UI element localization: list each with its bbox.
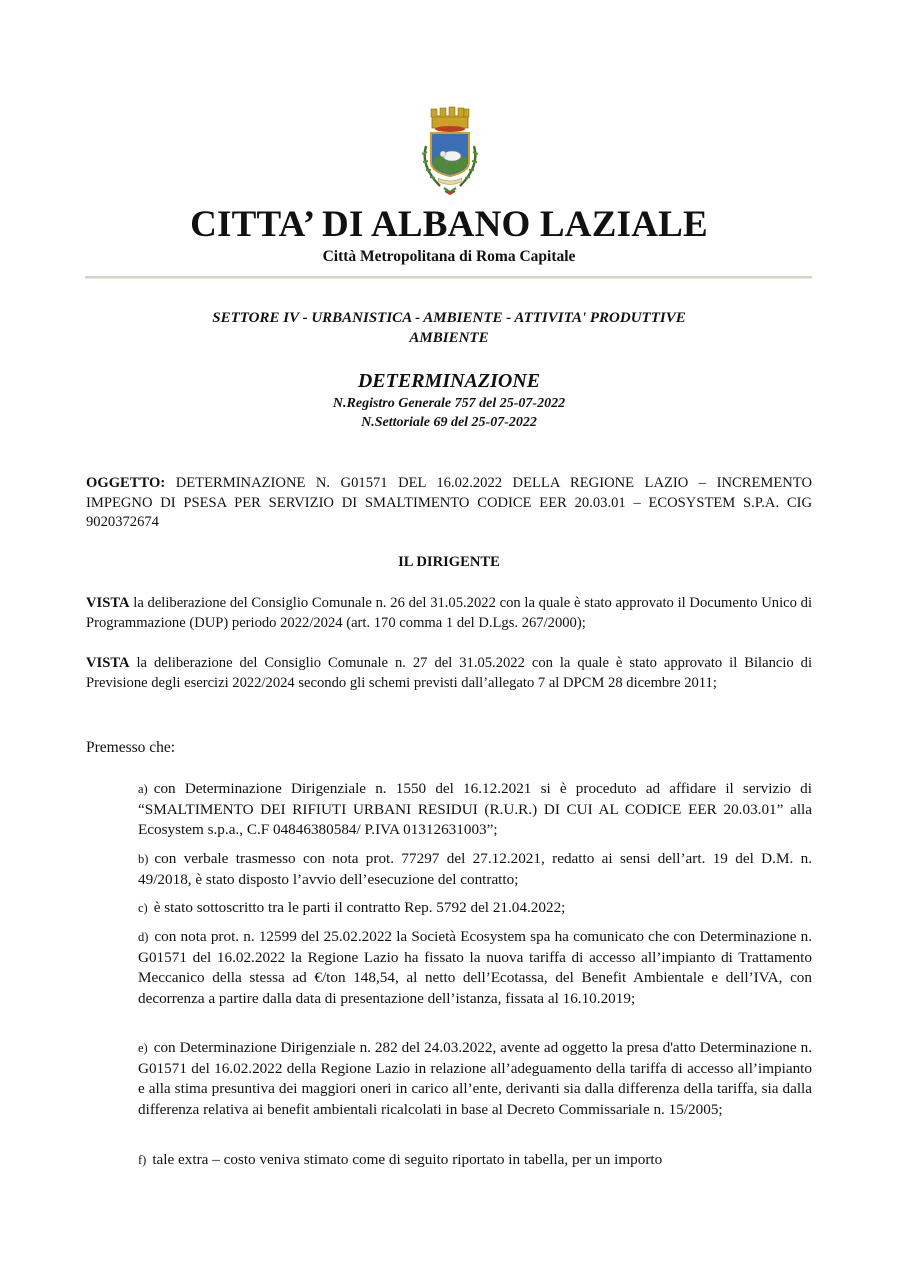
- premesso-item-a: [138, 779, 812, 841]
- item-marker: a): [138, 782, 148, 796]
- item-text: è stato sottoscritto tra le parti il contratto Rep. 5792 del 21.04.2022;: [153, 899, 566, 916]
- vista-text: la deliberazione del Consiglio Comunale n. 27 del 31.05.2022 con la quale è stato approvato il Bilancio di Previsione degli esercizi 2022/2024 secondo gli schemi previsti dall’allegato 7 al DPCM 28 dicembre 2011;: [86, 655, 813, 691]
- header-divider: [85, 276, 812, 279]
- item-marker: e): [138, 1041, 148, 1055]
- registro-settoriale: N.Settoriale 69 del 25-07-2022: [361, 415, 537, 430]
- oggetto-text: DETERMINAZIONE N. G01571 DEL 16.02.2022 DELLA REGIONE LAZIO – INCREMENTO IMPEGNO DI PSESA PER SERVIZIO DI SMALTIMENTO CODICE EER 20.03.01 – ECOSYSTEM S.P.A. CIG 9020372674: [86, 475, 812, 530]
- determinazione-registry: [0, 394, 898, 432]
- oggetto-label: OGGETTO:: [86, 475, 166, 491]
- dirigente-heading: IL DIRIGENTE: [398, 554, 500, 570]
- premesso-item-f: [138, 1150, 812, 1171]
- vista-label: VISTA: [86, 595, 130, 611]
- city-title: CITTA’ DI ALBANO LAZIALE: [190, 204, 708, 245]
- item-text: con Determinazione Dirigenziale n. 1550 del 16.12.2021 si è proceduto ad affidare il servizio di “SMALTIMENTO DEI RIFIUTI URBANI RESIDUI (R.U.R.) DI CUI AL CODICE EER 20.03.01” alla Ecosystem s.p.a., C.F 04846380584/ P.IVA 01312631003”;: [138, 780, 812, 838]
- vista-label: VISTA: [86, 655, 130, 671]
- item-text: con nota prot. n. 12599 del 25.02.2022 la Società Ecosystem spa ha comunicato che con Determinazione n. G01571 del 16.02.2022 la Regione Lazio ha fissato la nuova tariffa di accesso all’impianto di Trattamento Meccanico della stessa ad €/ton 148,54, al netto dell’Ecotassa, del Benefit Ambientale e dell’IVA, con decorrenza a partire dalla data di presentazione dell’istanza, fissata al 16.10.2019;: [138, 928, 812, 1007]
- premesso-item-d: [138, 927, 812, 1009]
- sector-line-1: SETTORE IV - URBANISTICA - AMBIENTE - ATTIVITA' PRODUTTIVE: [212, 310, 686, 326]
- item-text: tale extra – costo veniva stimato come di seguito riportato in tabella, per un importo: [152, 1151, 663, 1168]
- premesso-item-e: [138, 1038, 812, 1120]
- premesso-heading: Premesso che:: [86, 739, 176, 756]
- item-marker: d): [138, 930, 149, 944]
- item-text: con Determinazione Dirigenziale n. 282 del 24.03.2022, avente ad oggetto la presa d'atto Determinazione n. G01571 del 16.02.2022 della Regione Lazio in relazione all’adeguamento della tariffa di accesso all’impianto e alla stima presuntiva dei maggiori oneri in carico all’ente, derivanti sia dalla differenza della tariffa, sia dalla differenza relativa ai benefit ambientali ricalcolati in base al Decreto Commissariale n. 15/2005;: [138, 1039, 812, 1118]
- city-subtitle: Città Metropolitana di Roma Capitale: [322, 248, 576, 265]
- oggetto-paragraph: [86, 474, 812, 533]
- registro-generale: N.Registro Generale 757 del 25-07-2022: [332, 396, 566, 411]
- item-text: con verbale trasmesso con nota prot. 77297 del 27.12.2021, redatto ai sensi dell’art. 19 del D.M. n. 49/2018, è stato disposto l’avvio dell’esecuzione del contratto;: [138, 850, 812, 888]
- item-marker: c): [138, 901, 148, 915]
- vista-text: la deliberazione del Consiglio Comunale n. 26 del 31.05.2022 con la quale è stato approvato il Documento Unico di Programmazione (DUP) periodo 2022/2024 (art. 170 comma 1 del D.Lgs. 267/2000);: [86, 595, 812, 631]
- item-marker: b): [138, 852, 149, 866]
- determinazione-title: DETERMINAZIONE: [357, 370, 541, 392]
- sector-line-2: AMBIENTE: [409, 330, 489, 346]
- vista-paragraph-2: [86, 654, 812, 693]
- premesso-item-c: [138, 898, 812, 919]
- item-marker: f): [138, 1153, 147, 1167]
- vista-paragraph-1: [86, 594, 812, 633]
- premesso-item-b: [138, 849, 812, 890]
- coat-of-arms-icon: [412, 106, 488, 198]
- sector-heading: [0, 308, 898, 348]
